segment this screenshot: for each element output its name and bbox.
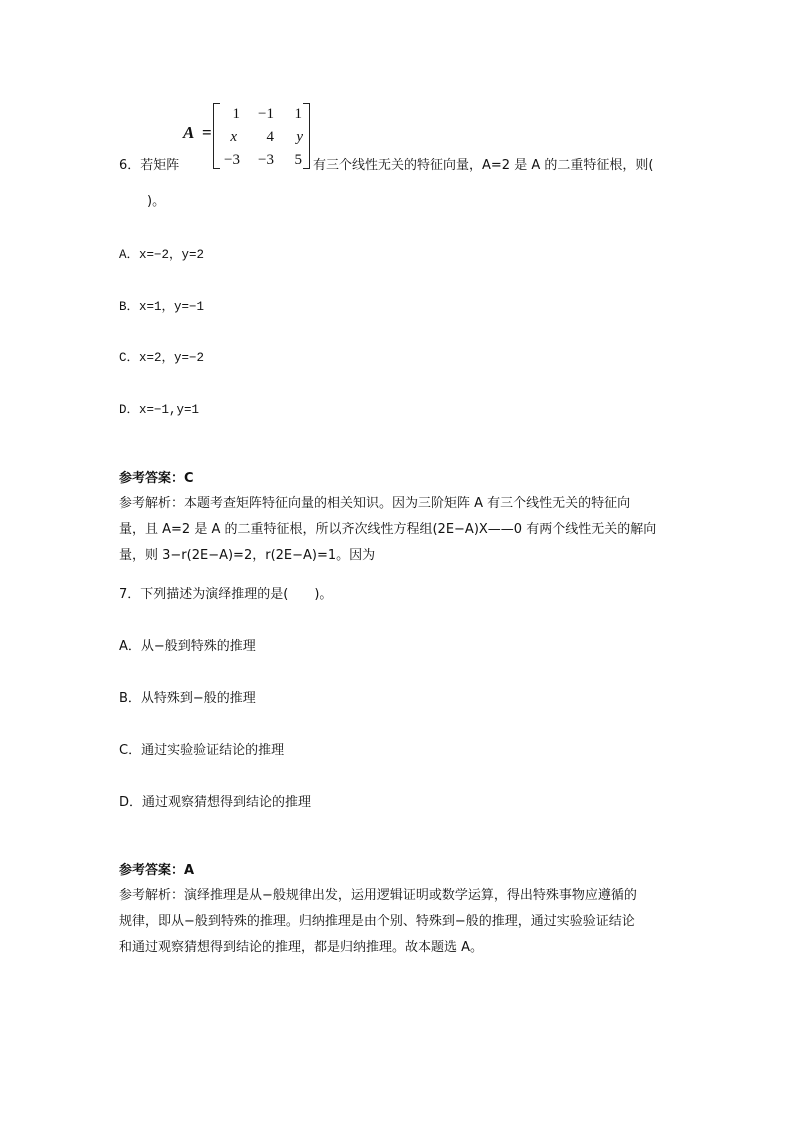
q7-option-c: C．通过实验验证结论的推理 [119,743,285,758]
matrix-cell: 5 [294,152,302,168]
q6-analysis-line: 量，且 A=2 是 A 的二重特征根，所以齐次线性方程组(2E−A)X——0 有两个线性无关的解向 [119,522,657,537]
matrix-cell: x [230,129,237,145]
q6-question-text-cont: )。 [147,194,166,209]
q7-answer: 参考答案：A [119,863,195,878]
q6-question-text: 有三个线性无关的特征向量，A=2 是 A 的二重特征根，则( [313,158,654,173]
matrix-cell: 1 [232,106,240,122]
q7-analysis [119,883,679,961]
matrix-cell: y [296,129,303,145]
q6-analysis [119,491,679,569]
q6-option-c: C．x=2，y=−2 [119,351,205,365]
q6-option-a: A．x=−2，y=2 [119,248,205,262]
q6-prefix: 6．若矩阵 [119,158,180,173]
matrix-cell: 4 [266,129,274,145]
q7-analysis-line: 参考解析：演绎推理是从−般规律出发，运用逻辑证明或数学运算，得出特殊事物应遵循的 [119,888,637,903]
matrix-right-bracket [303,103,310,169]
q6-analysis-line: 量，则 3−r(2E−A)=2，r(2E−A)=1。因为 [119,548,376,563]
q7-analysis-line: 规律，即从−般到特殊的推理。归纳推理是由个别、特殊到−般的推理，通过实验验证结论 [119,914,635,929]
matrix-equals: = [202,123,212,142]
q6-analysis-line: 参考解析：本题考查矩阵特征向量的相关知识。因为三阶矩阵 A 有三个线性无关的特征向 [119,496,631,511]
matrix-cell: −3 [258,152,274,168]
matrix-cell: −3 [224,152,240,168]
q7-question-text: 7．下列描述为演绎推理的是( )。 [119,587,333,602]
matrix-cell: −1 [258,106,274,122]
matrix-cell: 1 [294,106,302,122]
q6-answer: 参考答案：C [119,471,194,486]
q7-analysis-line: 和通过观察猜想得到结论的推理，都是归纳推理。故本题选 A。 [119,940,484,955]
q7-option-b: B．从特殊到−般的推理 [119,691,256,706]
q7-option-d: D．通过观察猜想得到结论的推理 [119,795,312,810]
q6-option-d: D．x=−1,y=1 [119,403,200,417]
q6-option-b: B．x=1，y=−1 [119,300,205,314]
matrix-lhs: A [183,123,195,142]
q7-option-a: A．从−般到特殊的推理 [119,639,256,654]
